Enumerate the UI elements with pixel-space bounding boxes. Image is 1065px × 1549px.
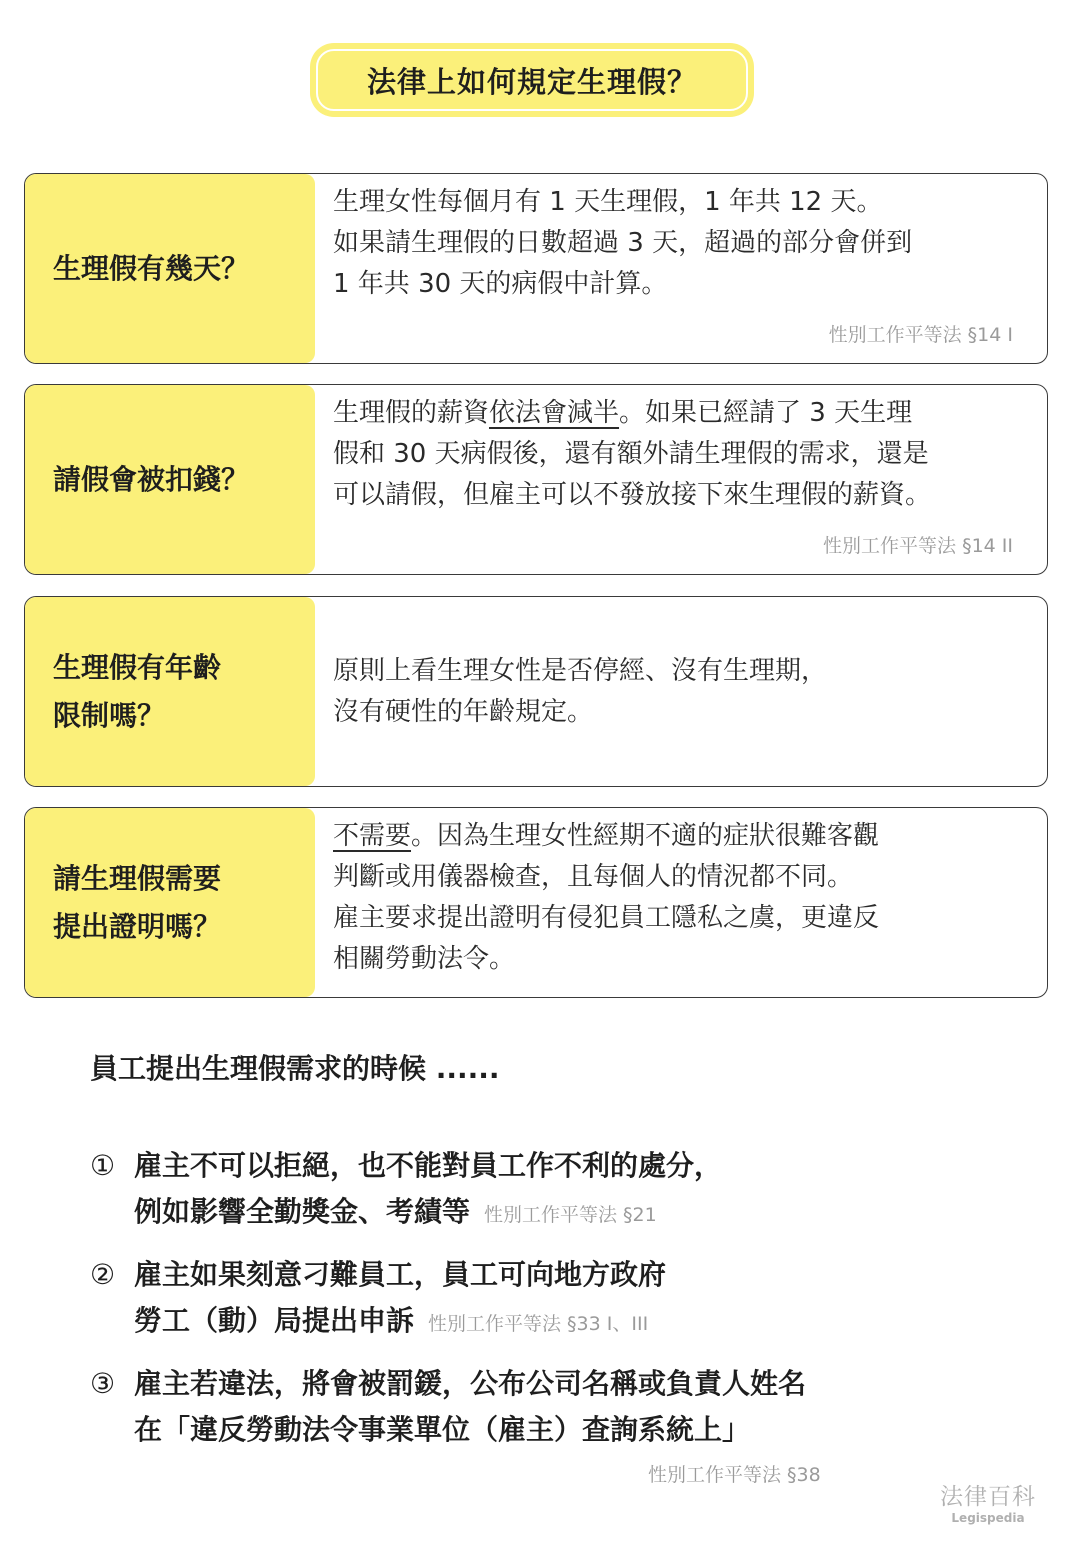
question-panel xyxy=(25,597,315,786)
question-text: 生理假有年齡 限制嗎？ xyxy=(53,650,222,732)
underlined-text: 不需要 xyxy=(333,821,412,851)
circled-number-2: ② xyxy=(90,1258,116,1291)
qa-card-days xyxy=(24,173,1048,364)
list-item-1: ① 雇主不可以拒絕，也不能對員工作不利的處分， 例如影響全勤獎金、考績等 性別工作平等法 §21 xyxy=(90,1143,722,1238)
qa-card-pay xyxy=(24,384,1048,575)
question-panel xyxy=(25,808,315,997)
question-text: 生理假有幾天？ xyxy=(53,251,250,285)
question-text: 請生理假需要 提出證明嗎？ xyxy=(53,861,222,943)
question-panel xyxy=(25,174,315,363)
answer-text: 生理假的薪資依法會減半。如果已經請了 3 天生理 假和 30 天病假後，還有額外請生理假的需求，還是 可以請假，但雇主可以不發放接下來生理假的薪資。 xyxy=(333,398,932,510)
law-reference: 性別工作平等法 §14 I xyxy=(828,324,1013,346)
list-item-2: ② 雇主如果刻意刁難員工，員工可向地方政府 勞工（動）局提出申訴 性別工作平等法 §33 I、III xyxy=(90,1252,666,1347)
circled-number-1: ① xyxy=(90,1149,116,1182)
law-reference: 性別工作平等法 §21 xyxy=(484,1204,657,1226)
answer-text: 生理女性每個月有 1 天生理假，1 年共 12 天。 如果請生理假的日數超過 3 天，超過的部分會併到 1 年共 30 天的病假中計算。 xyxy=(333,187,913,299)
legispedia-logo: 法律百科 Legispedia xyxy=(940,1484,1036,1525)
law-reference: 性別工作平等法 §14 II xyxy=(823,535,1013,557)
circled-number-3: ③ xyxy=(90,1367,116,1400)
answer-text: 不需要。因為生理女性經期不適的症狀很難客觀 判斷或用儀器檢查，且每個人的情況都不同。 雇主要求提出證明有侵犯員工隱私之虞，更違反 相關勞動法令。 xyxy=(333,821,880,974)
title-banner xyxy=(310,43,754,117)
page-title: 法律上如何規定生理假？ xyxy=(316,49,748,111)
underlined-text: 依法會減半 xyxy=(489,398,620,428)
list-item-3: ③ 雇主若違法，將會被罰鍰，公布公司名稱或負責人姓名 在「違反勞動法令事業單位（雇主）查詢系統上」 xyxy=(90,1361,806,1453)
section-heading: 員工提出生理假需求的時候 ...... xyxy=(90,1052,500,1085)
qa-card-proof xyxy=(24,807,1048,998)
question-panel xyxy=(25,385,315,574)
answer-text: 原則上看生理女性是否停經、沒有生理期， 沒有硬性的年齡規定。 xyxy=(333,655,828,727)
law-reference: 性別工作平等法 §38 xyxy=(648,1464,821,1486)
law-reference: 性別工作平等法 §33 I、III xyxy=(428,1313,649,1335)
question-text: 請假會被扣錢？ xyxy=(53,462,250,496)
qa-card-age xyxy=(24,596,1048,787)
